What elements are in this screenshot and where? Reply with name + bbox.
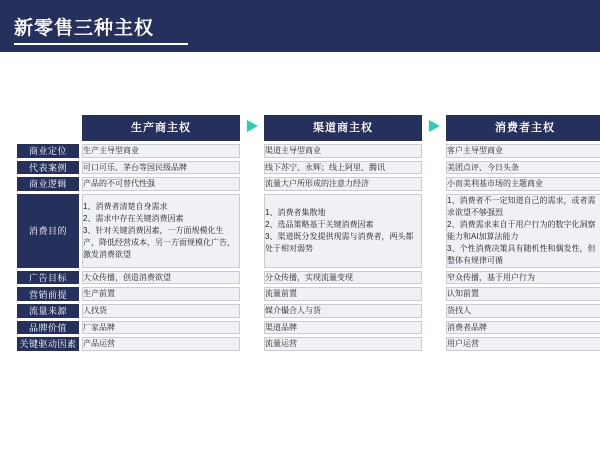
arrow-spacer bbox=[425, 177, 443, 191]
cell-channel-advertising-goal: 分众传播，实现流量变现 bbox=[264, 271, 422, 285]
cell-producer-business-positioning: 生产主导型商业 bbox=[82, 144, 240, 158]
arrow-spacer bbox=[425, 287, 443, 301]
cell-consumer-brand-value: 消费者品牌 bbox=[446, 321, 600, 335]
arrow-spacer bbox=[243, 337, 261, 351]
arrow-spacer bbox=[243, 194, 261, 268]
table-row bbox=[17, 144, 600, 158]
cell-producer-marketing-premise: 生产前置 bbox=[82, 287, 240, 301]
table-row bbox=[17, 161, 600, 175]
table-row bbox=[17, 194, 600, 268]
cell-channel-brand-value: 渠道品牌 bbox=[264, 321, 422, 335]
comparison-matrix bbox=[14, 112, 596, 354]
arrow-producer-to-channel bbox=[243, 115, 261, 141]
cell-producer-consumption-purpose: 1、消费者清楚自身需求 2、需求中存在关键消费因素 3、针对关键消费因素，一方面规模化生产，降低经营成本，另一方面规模化广告，激发消费欲望 bbox=[82, 194, 240, 268]
row-label-business-logic: 商业逻辑 bbox=[17, 177, 79, 191]
row-label-brand-value: 品牌价值 bbox=[17, 321, 79, 335]
cell-channel-key-driver: 流量运营 bbox=[264, 337, 422, 351]
arrow-spacer bbox=[425, 144, 443, 158]
column-header-channel: 渠道商主权 bbox=[264, 115, 422, 141]
table-row bbox=[17, 304, 600, 318]
row-label-key-driver: 关键驱动因素 bbox=[17, 337, 79, 351]
cell-consumer-traffic-source: 货找人 bbox=[446, 304, 600, 318]
column-header-consumer: 消费者主权 bbox=[446, 115, 600, 141]
arrow-spacer bbox=[243, 304, 261, 318]
title-underline bbox=[14, 43, 188, 45]
table-row bbox=[17, 287, 600, 301]
arrow-spacer bbox=[243, 271, 261, 285]
cell-channel-marketing-premise: 流量前置 bbox=[264, 287, 422, 301]
cell-consumer-business-logic: 小而美利基市场的主题商业 bbox=[446, 177, 600, 191]
row-label-consumption-purpose: 消费目的 bbox=[17, 194, 79, 268]
matrix-table bbox=[14, 112, 600, 354]
cell-producer-traffic-source: 人找货 bbox=[82, 304, 240, 318]
arrow-spacer bbox=[425, 271, 443, 285]
cell-consumer-representative-cases: 美团点评、今日头条 bbox=[446, 161, 600, 175]
row-label-representative-cases: 代表案例 bbox=[17, 161, 79, 175]
table-row bbox=[17, 177, 600, 191]
row-label-marketing-premise: 营销前提 bbox=[17, 287, 79, 301]
arrow-right-icon bbox=[247, 120, 258, 132]
arrow-spacer bbox=[243, 321, 261, 335]
cell-consumer-consumption-purpose: 1、消费者不一定知道自己的需求，或者需求欲望不够强烈 2、消费需求来自于用户行为的数字化洞察能力和AI加算法能力 3、个性消费决策具有随机性和偶发性，但整体有规律可循 bbox=[446, 194, 600, 268]
cell-consumer-key-driver: 用户运营 bbox=[446, 337, 600, 351]
row-label-traffic-source: 流量来源 bbox=[17, 304, 79, 318]
arrow-spacer bbox=[425, 194, 443, 268]
table-row bbox=[17, 321, 600, 335]
cell-channel-business-positioning: 渠道主导型商业 bbox=[264, 144, 422, 158]
header-corner-blank bbox=[17, 115, 79, 141]
cell-consumer-advertising-goal: 窄众传播，基于用户行为 bbox=[446, 271, 600, 285]
arrow-channel-to-consumer bbox=[425, 115, 443, 141]
arrow-spacer bbox=[243, 144, 261, 158]
arrow-spacer bbox=[243, 287, 261, 301]
table-row bbox=[17, 271, 600, 285]
arrow-right-icon bbox=[429, 120, 440, 132]
cell-channel-traffic-source: 媒介撮合人与货 bbox=[264, 304, 422, 318]
cell-producer-advertising-goal: 大众传播，创造消费欲望 bbox=[82, 271, 240, 285]
cell-consumer-marketing-premise: 认知前置 bbox=[446, 287, 600, 301]
arrow-spacer bbox=[243, 177, 261, 191]
matrix-header-row bbox=[17, 115, 600, 141]
arrow-spacer bbox=[425, 321, 443, 335]
cell-channel-business-logic: 流量大户所形成的注意力经济 bbox=[264, 177, 422, 191]
row-label-business-positioning: 商业定位 bbox=[17, 144, 79, 158]
table-row bbox=[17, 337, 600, 351]
page-title: 新零售三种主权 bbox=[14, 17, 155, 39]
arrow-spacer bbox=[425, 161, 443, 175]
cell-producer-representative-cases: 可口可乐、茅台等国民级品牌 bbox=[82, 161, 240, 175]
row-label-advertising-goal: 广告目标 bbox=[17, 271, 79, 285]
cell-producer-business-logic: 产品的不可替代性强 bbox=[82, 177, 240, 191]
cell-channel-consumption-purpose: 1、消费者集散地 2、选品策略基于关键消费因素 3、渠道既分发提供现需与消费者，两头都处于相对弱势 bbox=[264, 194, 422, 268]
slide-title-bar bbox=[0, 0, 600, 52]
cell-channel-representative-cases: 线下苏宁、永辉；线上阿里、腾讯 bbox=[264, 161, 422, 175]
arrow-spacer bbox=[425, 304, 443, 318]
arrow-spacer bbox=[425, 337, 443, 351]
cell-producer-key-driver: 产品运营 bbox=[82, 337, 240, 351]
column-header-producer: 生产商主权 bbox=[82, 115, 240, 141]
cell-producer-brand-value: 厂家品牌 bbox=[82, 321, 240, 335]
cell-consumer-business-positioning: 客户主导型商业 bbox=[446, 144, 600, 158]
arrow-spacer bbox=[243, 161, 261, 175]
